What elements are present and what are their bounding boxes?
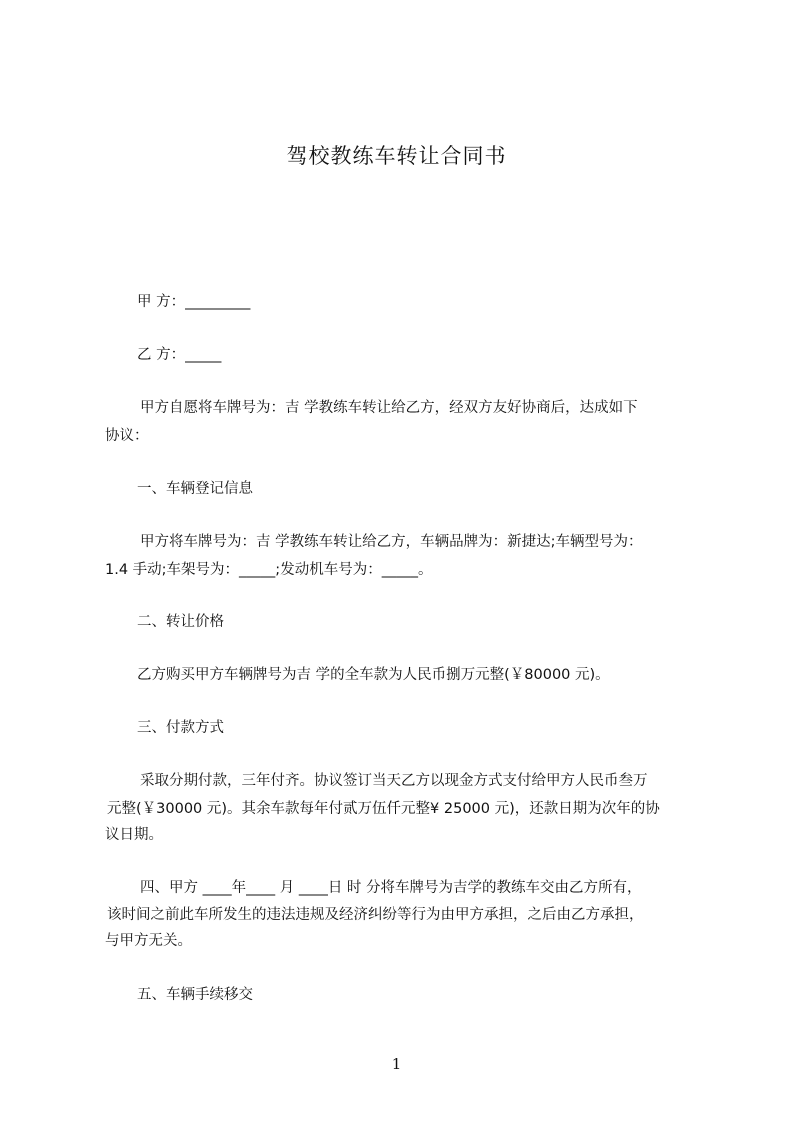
section3-heading: 三、付款方式 [137, 720, 224, 736]
document-title: 驾校教练车转让合同书 [286, 144, 507, 168]
section5-heading: 五、车辆手续移交 [137, 987, 253, 1003]
section4-line-1: 四、甲方 ____年____ 月 ____日 时 分将车牌号为吉学的教练车交由乙方所有， [140, 880, 642, 896]
section4-line-3: 与甲方无关。 [105, 933, 192, 949]
party-a-line: 甲 方：_________ [137, 294, 251, 310]
intro-line-2: 协议： [105, 428, 149, 444]
section2-heading: 二、转让价格 [137, 614, 224, 630]
section1-line-2: 1.4 手动;车架号为：_____;发动机车号为：_____。 [105, 562, 433, 578]
section1-line-1: 甲方将车牌号为：吉 学教练车转让给乙方，车辆品牌为：新捷达;车辆型号为： [140, 534, 643, 550]
section1-heading: 一、车辆登记信息 [137, 481, 253, 497]
intro-line-1: 甲方自愿将车牌号为：吉 学教练车转让给乙方，经双方友好协商后，达成如下 [140, 400, 638, 416]
section3-line-1: 采取分期付款，三年付齐。协议签订当天乙方以现金方式支付给甲方人民币叁万 [140, 773, 648, 789]
section4-line-2: 该时间之前此车所发生的违法违规及经济纠纷等行为由甲方承担，之后由乙方承担， [107, 907, 644, 923]
section3-line-3: 议日期。 [105, 827, 163, 843]
page-number: 1 [391, 1055, 402, 1073]
section3-line-2: 元整(￥30000 元)。其余车款每年付贰万伍仟元整¥ 25000 元)，还款日期为次年的协 [107, 801, 660, 817]
section2-line-1: 乙方购买甲方车辆牌号为吉 学的全车款为人民币捌万元整(￥80000 元)。 [137, 667, 610, 683]
party-b-line: 乙 方：_____ [137, 347, 222, 363]
